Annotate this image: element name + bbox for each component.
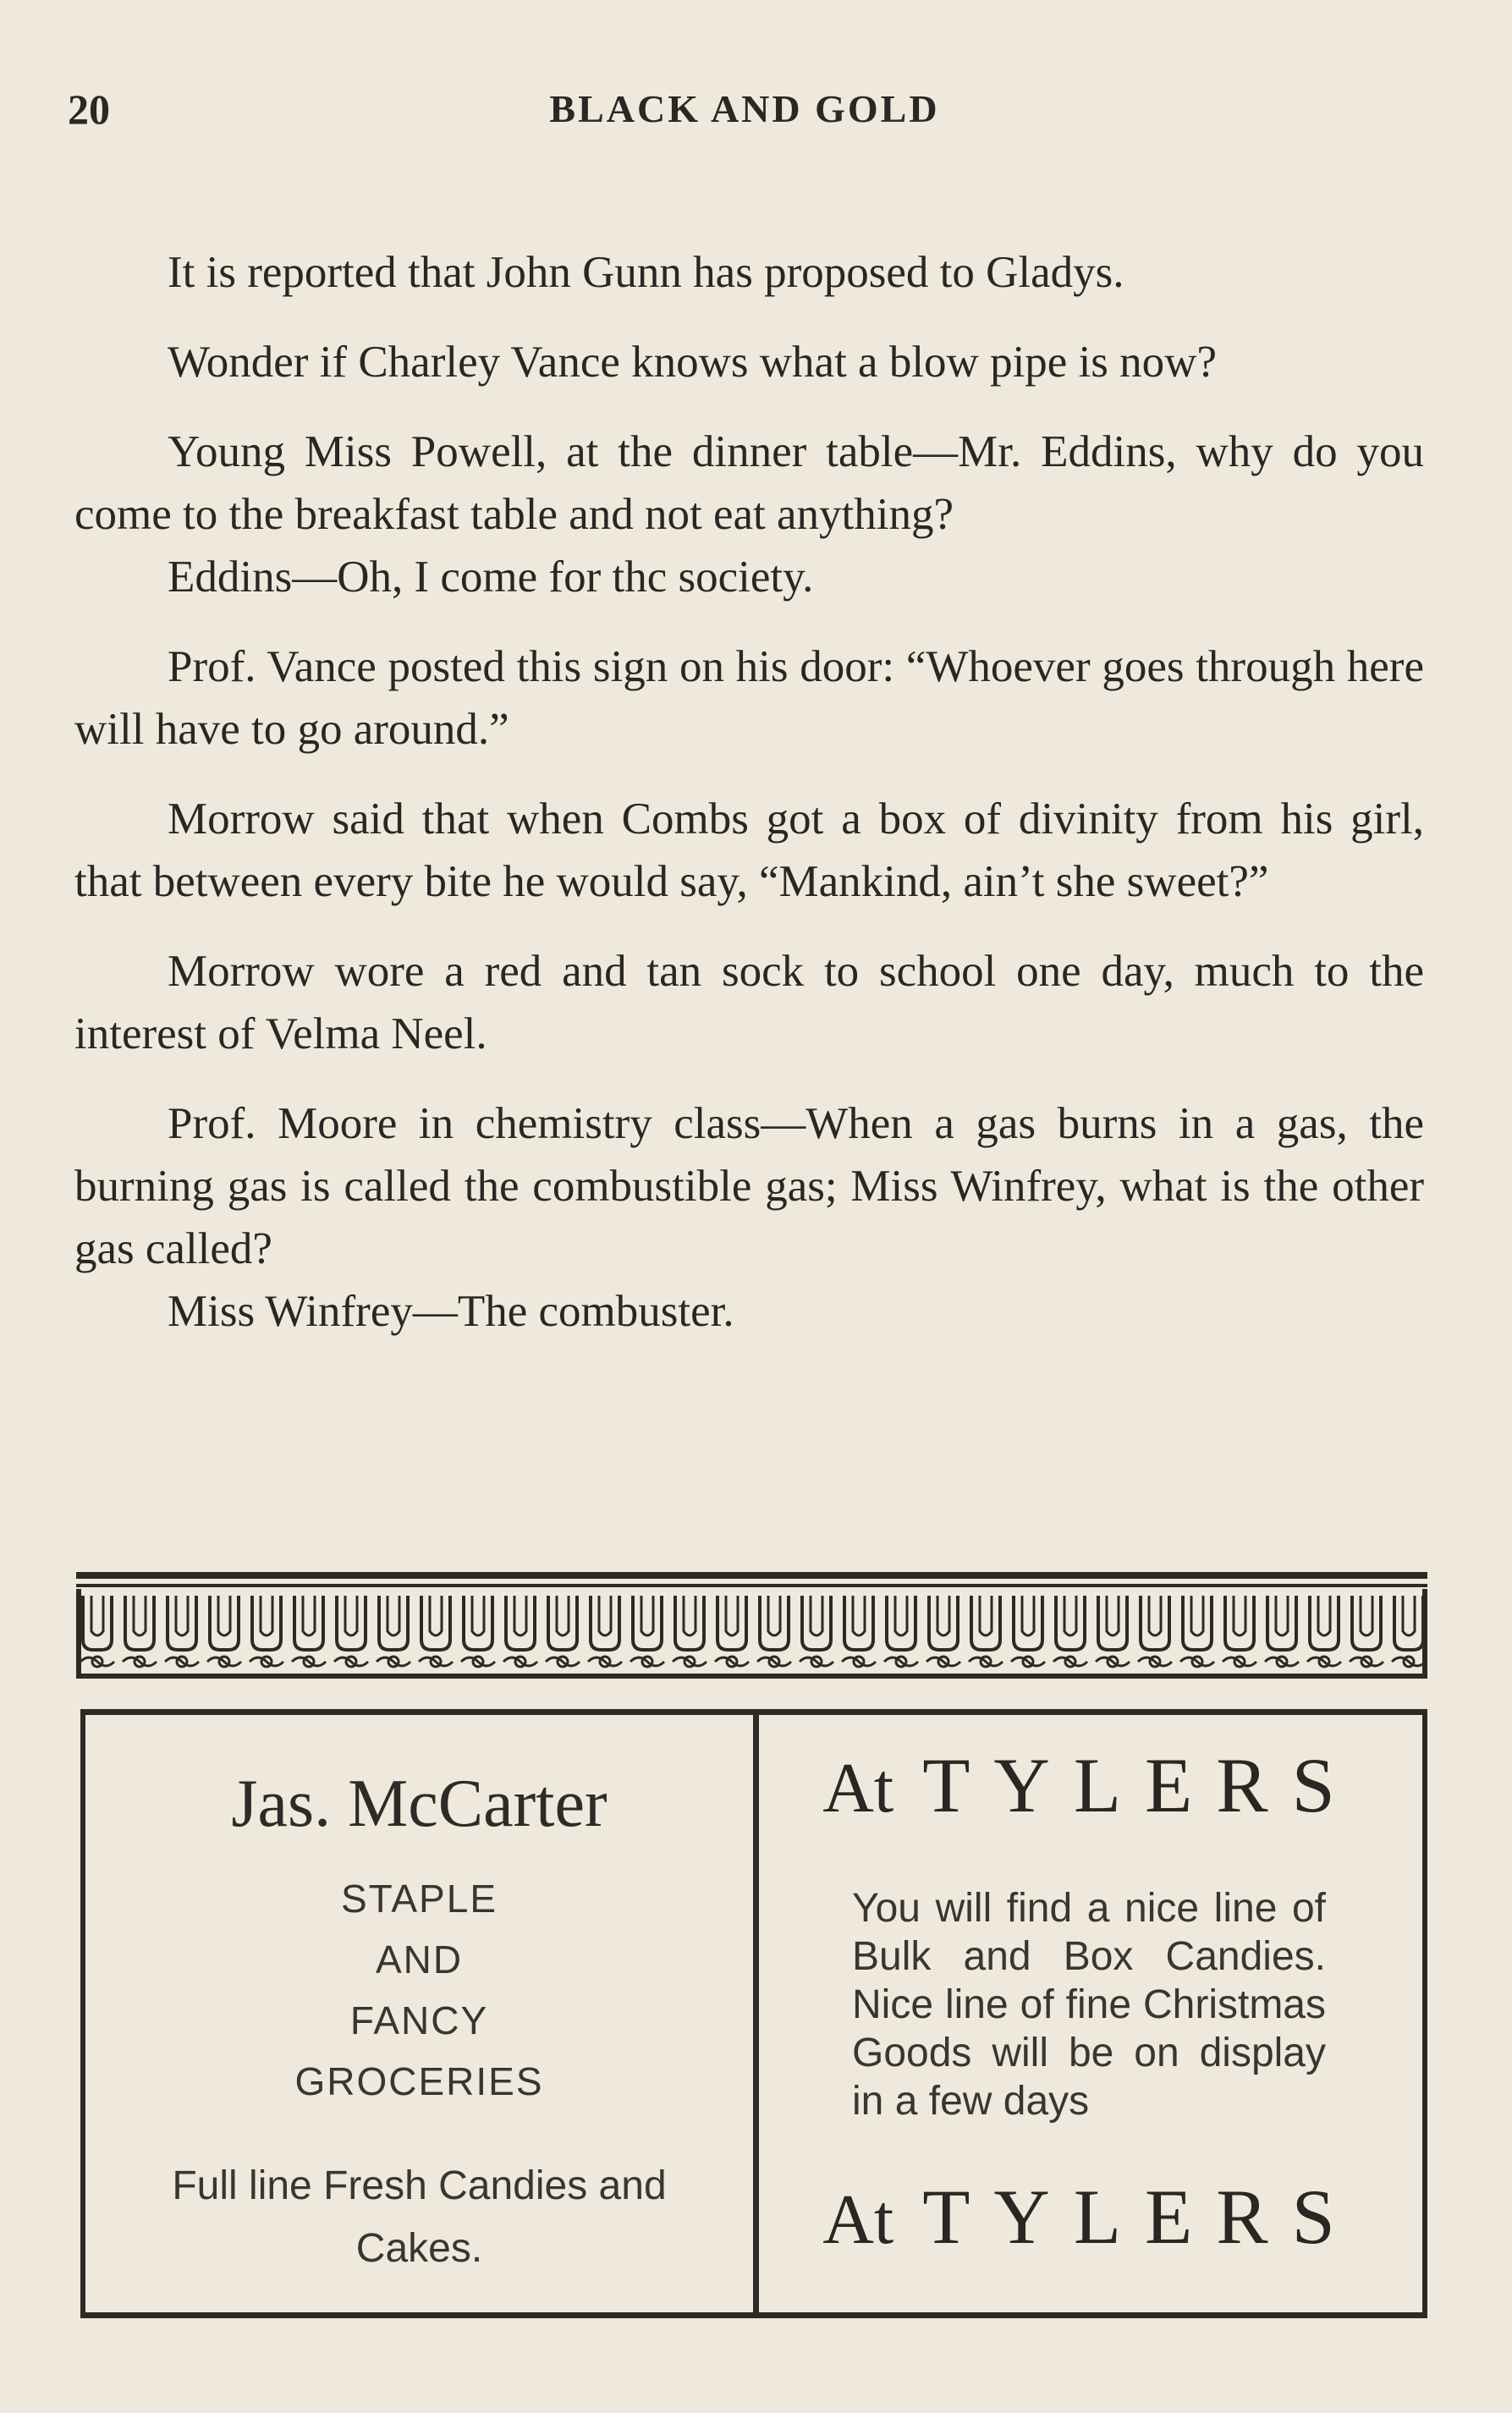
paragraph: Eddins—Oh, I come for thc society. xyxy=(168,552,814,602)
ad-line: GROCERIES xyxy=(294,2059,544,2103)
ad-line: AND xyxy=(375,1938,464,1982)
ad-headline-at: At xyxy=(822,1749,894,1828)
paragraph: Morrow said that when Combs got a box of divinity from his girl, that between every bite he would say, “Mankind, ain’t she sweet?” xyxy=(74,794,1424,906)
ad-headline xyxy=(759,1740,1422,1830)
ad-footer-at: At xyxy=(822,2180,894,2259)
ad-footer: Full line Fresh Candies and Cakes. xyxy=(172,2163,667,2271)
paragraph: It is reported that John Gunn has proposed to Gladys. xyxy=(168,248,1124,297)
ad-divider xyxy=(753,1715,759,2312)
page-header xyxy=(68,76,1421,144)
body-text xyxy=(74,241,1424,1370)
advertisement-box xyxy=(80,1709,1427,2318)
paragraph: Wonder if Charley Vance knows what a blow pipe is now? xyxy=(168,338,1217,387)
ad-footer-headline xyxy=(759,2172,1422,2262)
paragraph: Morrow wore a red and tan sock to school one day, much to the interest of Velma Neel. xyxy=(74,947,1424,1058)
ad-line: STAPLE xyxy=(341,1877,498,1921)
ornamental-border xyxy=(76,1572,1427,1682)
tylers-ad xyxy=(759,1715,1422,2312)
paragraph: Prof. Vance posted this sign on his door: “Whoever goes through here will have to go around.” xyxy=(74,642,1424,754)
paragraph: Miss Winfrey—The combuster. xyxy=(168,1287,734,1336)
running-title: BLACK AND GOLD xyxy=(549,87,940,130)
ad-body: You will find a nice line of Bulk and Box Candies. Nice line of fine Christmas Goods will be on display in a few days xyxy=(852,1886,1326,2124)
paragraph: Young Miss Powell, at the dinner table—Mr. Eddins, why do you come to the breakfast table and not eat anything? xyxy=(74,427,1424,539)
mccarter-ad xyxy=(85,1715,753,2312)
page-number: 20 xyxy=(68,85,110,133)
ad-line: FANCY xyxy=(349,1998,489,2042)
ad-merchant-name: Jas. McCarter xyxy=(231,1767,608,1841)
ad-headline-name: TYLERS xyxy=(922,1742,1359,1828)
ad-footer-name: TYLERS xyxy=(922,2174,1359,2260)
paragraph: Prof. Moore in chemistry class—When a gas burns in a gas, the burning gas is called the combustible gas; Miss Winfrey, what is the other gas called? xyxy=(74,1099,1424,1273)
